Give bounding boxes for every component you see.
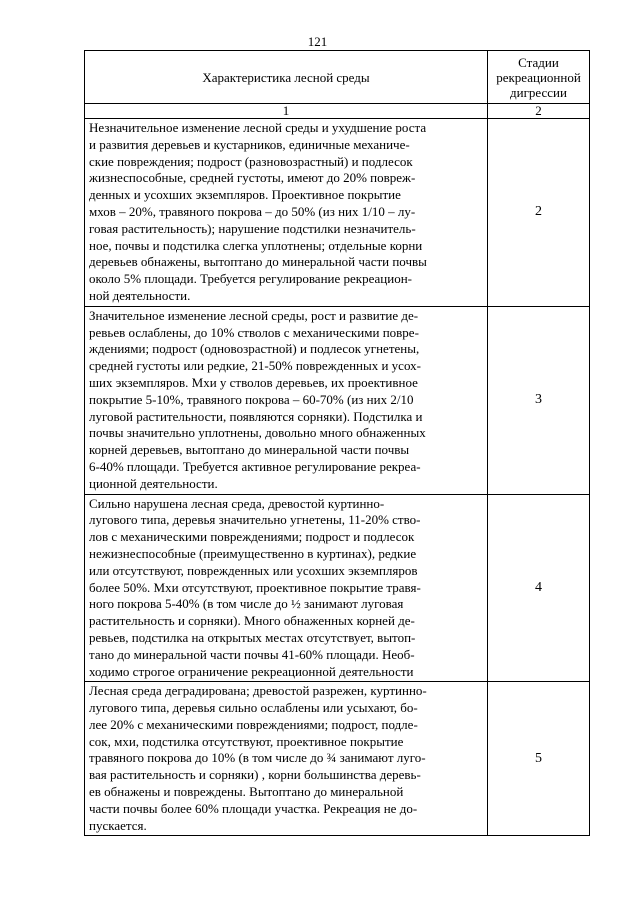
characteristic-line: и развития деревьев и кустарников, единичные механиче- xyxy=(89,136,410,152)
characteristic-line: средней густоты или редкие, 21-50% поврежденных и усох- xyxy=(89,358,421,374)
characteristic-line: Значительное изменение лесной среды, рост и развитие де- xyxy=(89,307,419,323)
characteristic-line: ские повреждения; подрост (разновозрастный) и подлесок xyxy=(89,153,413,169)
characteristic-line: растительность и сорняки). Много обнаженных корней де- xyxy=(89,613,415,629)
characteristic-line: ходимо строгое ограничение рекреационной деятельности xyxy=(89,663,414,679)
table-row xyxy=(85,494,590,682)
characteristic-line: деревьев обнажены, вытоптано до минеральной части почвы xyxy=(89,254,427,270)
characteristic-line: лугового типа, деревья значительно угнетены, 11-20% ство- xyxy=(89,512,421,528)
characteristic-line: денных и усохших экземпляров. Проективное покрытие xyxy=(89,187,401,203)
header-characteristic: Характеристика лесной среды xyxy=(85,51,488,104)
characteristic-line: ревьев, подстилка на открытых местах отсутствует, вытоп- xyxy=(89,629,416,645)
characteristic-line: ших экземпляров. Мхи у стволов деревьев, их проективное xyxy=(89,374,418,390)
header-stages xyxy=(488,51,590,104)
characteristic-line: ревьев ослаблены, до 10% стволов с механическими повре- xyxy=(89,324,419,340)
column-number-row xyxy=(85,104,590,119)
characteristic-line: травяного покрова до 10% (в том числе до ¾ занимают луго- xyxy=(89,750,426,766)
table-row xyxy=(85,682,590,836)
column-number-2: 2 xyxy=(488,104,590,119)
characteristic-line: пускается. xyxy=(89,817,147,833)
header-stages-line: дигрессии xyxy=(510,84,567,100)
characteristic-line: или отсутствуют, поврежденных или усохших экземпляров xyxy=(89,562,418,578)
stage-cell: 2 xyxy=(488,119,590,307)
recreation-stages-table xyxy=(84,50,590,836)
characteristic-line: ционной деятельности. xyxy=(89,475,218,491)
characteristic-cell xyxy=(85,306,488,494)
stage-cell: 4 xyxy=(488,494,590,682)
characteristic-line: луговой растительности, появляются сорняки). Подстилка и xyxy=(89,408,423,424)
characteristic-line: почвы значительно уплотнены, довольно много обнаженных xyxy=(89,425,426,441)
characteristic-cell xyxy=(85,682,488,836)
characteristic-cell xyxy=(85,494,488,682)
characteristic-line: сок, мхи, подстилка отсутствуют, проективное покрытие xyxy=(89,733,404,749)
characteristic-line: вая растительность и сорняки) , корни большинства деревь- xyxy=(89,767,421,783)
characteristic-line: покрытие 5-10%, травяного покрова – 60-70% (из них 2/10 xyxy=(89,391,414,407)
table-row xyxy=(85,306,590,494)
column-number-1: 1 xyxy=(85,104,488,119)
characteristic-line: более 50%. Мхи отсутствуют, проективное покрытие травя- xyxy=(89,579,421,595)
characteristic-line: корней деревьев, вытоптано до минеральной части почвы xyxy=(89,442,410,458)
characteristic-line: лугового типа, деревья сильно ослаблены или усыхают, бо- xyxy=(89,700,418,716)
characteristic-line: Сильно нарушена лесная среда, древостой куртинно- xyxy=(89,495,385,511)
characteristic-line: жизнеспособные, средней густоты, имеют до 20% повреж- xyxy=(89,170,416,186)
characteristic-line: Незначительное изменение лесной среды и ухудшение роста xyxy=(89,120,427,135)
characteristic-cell xyxy=(85,119,488,307)
characteristic-line: ное, почвы и подстилка слегка уплотнены; отдельные корни xyxy=(89,237,423,253)
table-row xyxy=(85,119,590,307)
page-number: 121 xyxy=(307,34,328,49)
characteristic-line: мхов – 20%, травяного покрова – до 50% (из них 1/10 – лу- xyxy=(89,203,416,219)
characteristic-line: нежизнеспособные (преимущественно в куртинах), редкие xyxy=(89,545,417,561)
stage-cell: 5 xyxy=(488,682,590,836)
characteristic-line: тано до минеральной части почвы 41-60% площади. Необ- xyxy=(89,646,415,662)
characteristic-line: 6-40% площади. Требуется активное регулирование рекреа- xyxy=(89,458,421,474)
table-header-row xyxy=(85,51,590,104)
characteristic-line: говая растительность); нарушение подстилки незначитель- xyxy=(89,220,416,236)
characteristic-line: Лесная среда деградирована; древостой разрежен, куртинно- xyxy=(89,683,427,699)
characteristic-line: ждениями; подрост (одновозрастной) и подлесок угнетены, xyxy=(89,341,420,357)
characteristic-line: лов с механическими повреждениями; подрост и подлесок xyxy=(89,529,415,545)
stage-cell: 3 xyxy=(488,306,590,494)
header-stages-line: Стадии xyxy=(518,54,559,70)
characteristic-line: ев обнажены и повреждены. Вытоптано до минеральной xyxy=(89,784,404,800)
characteristic-line: лее 20% с механическими повреждениями; подрост, подле- xyxy=(89,716,418,732)
header-stages-line: рекреационной xyxy=(496,69,581,85)
characteristic-line: около 5% площади. Требуется регулирование рекреацион- xyxy=(89,271,413,287)
characteristic-line: ного покрова 5-40% (в том числе до ½ занимают луговая xyxy=(89,596,404,612)
characteristic-line: ной деятельности. xyxy=(89,287,191,303)
characteristic-line: части почвы более 60% площади участка. Рекреация не до- xyxy=(89,800,418,816)
